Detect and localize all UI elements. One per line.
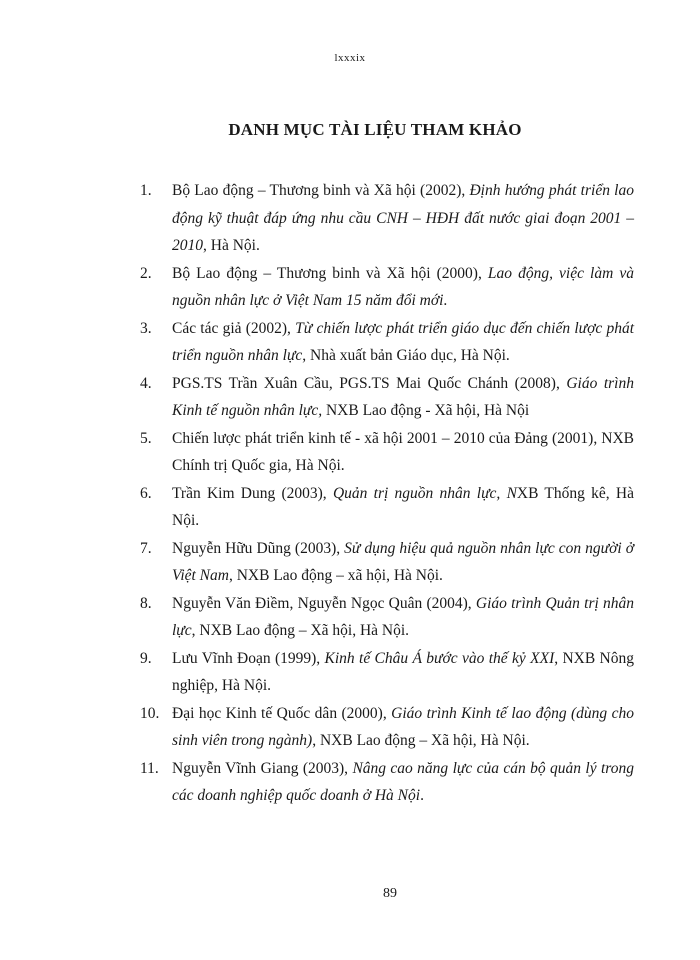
reference-publisher: .: [420, 787, 424, 804]
reference-text: Các tác giả (2002),: [172, 319, 296, 337]
reference-number: 2.: [140, 264, 152, 282]
reference-text: Bộ Lao động – Thương binh và Xã hội (2000),: [172, 264, 488, 282]
reference-item: [140, 590, 634, 645]
reference-publisher: .: [443, 292, 448, 309]
reference-text: Đại học Kinh tế Quốc dân (2000),: [172, 704, 392, 722]
reference-item: [140, 480, 634, 535]
reference-item: [140, 700, 634, 755]
reference-text: Chiến lược phát triển kinh tế - xã hội 2001 – 2010 của Đảng (2001), NXB Chính trị Quốc gia, Hà Nội.: [172, 429, 634, 474]
reference-text: Nguyễn Văn Điềm, Nguyễn Ngọc Quân (2004),: [172, 594, 476, 612]
reference-title: Giáo trình Kinh tế nguồn nhân lực,: [172, 374, 634, 419]
reference-publisher: , NXB Lao động – xã hội, Hà Nội.: [228, 567, 443, 584]
reference-title: Định hướng phát triển lao động kỹ thuật đáp ứng nhu cầu CNH – HĐH đất nước giai đoạn 2001 – 2010: [172, 182, 634, 254]
reference-title: Giáo trình Kinh tế lao động (dùng cho sinh viên trong ngành): [172, 704, 634, 749]
reference-item: [140, 260, 634, 315]
reference-number: 9.: [140, 649, 152, 667]
page-title: DANH MỤC TÀI LIỆU THAM KHẢO: [228, 120, 522, 139]
reference-number: 7.: [140, 539, 152, 557]
roman-page-number: lxxxix: [334, 52, 366, 64]
reference-number: 6.: [140, 484, 152, 502]
reference-number: 3.: [140, 319, 152, 337]
reference-text: Lưu Vĩnh Đoạn (1999),: [172, 649, 325, 667]
reference-publisher: , Nhà xuất bản Giáo dục, Hà Nội.: [302, 347, 510, 364]
reference-number: 4.: [140, 374, 152, 392]
reference-number: 10.: [140, 704, 160, 722]
reference-item: [140, 370, 634, 425]
reference-publisher: NXB Lao động - Xã hội, Hà Nội: [322, 402, 530, 419]
reference-text: Nguyễn Vĩnh Giang (2003),: [172, 759, 353, 777]
reference-text: PGS.TS Trần Xuân Cầu, PGS.TS Mai Quốc Chánh (2008),: [172, 374, 567, 392]
reference-title: Quản trị nguồn nhân lực, N: [332, 484, 517, 502]
reference-item: [140, 425, 634, 480]
reference-number: 8.: [140, 594, 152, 612]
reference-number: 1.: [140, 182, 152, 199]
reference-title: Kinh tế Châu Á bước vào thế kỷ XXI: [324, 649, 555, 667]
reference-text: Bộ Lao động – Thương binh và Xã hội (2002),: [172, 182, 470, 199]
reference-publisher: , Hà Nội.: [203, 237, 260, 254]
reference-item: [140, 177, 634, 260]
reference-title: Lao động, việc làm và nguồn nhân lực ở Việt Nam 15 năm đổi mới: [172, 264, 634, 309]
reference-text: Trần Kim Dung (2003),: [172, 484, 333, 502]
reference-text: Nguyễn Hữu Dũng (2003),: [172, 539, 345, 557]
reference-item: [140, 645, 634, 700]
reference-publisher: , NXB Lao động – Xã hội, Hà Nội.: [312, 732, 530, 749]
reference-item: [140, 755, 634, 810]
reference-publisher: , NXB Lao động – Xã hội, Hà Nội.: [191, 622, 410, 639]
reference-list: [140, 177, 634, 810]
reference-item: [140, 315, 634, 370]
reference-publisher: XB Thống kê, Hà Nội.: [172, 484, 634, 529]
reference-item: [140, 535, 634, 590]
reference-title: Nâng cao năng lực của cán bộ quản lý trong các doanh nghiệp quốc doanh ở Hà Nội: [172, 759, 634, 804]
reference-number: 11.: [140, 759, 159, 777]
reference-number: 5.: [140, 429, 152, 447]
reference-title: Từ chiến lược phát triển giáo dục đến chiến lược phát triển nguồn nhân lực: [172, 319, 634, 364]
page-number: 89: [383, 886, 397, 901]
reference-title: Giáo trình Quản trị nhân lực: [172, 594, 634, 639]
reference-publisher: , NXB Nông nghiệp, Hà Nội.: [172, 649, 634, 694]
reference-title: Sử dụng hiệu quả nguồn nhân lực con người ở Việt Nam: [172, 539, 635, 584]
